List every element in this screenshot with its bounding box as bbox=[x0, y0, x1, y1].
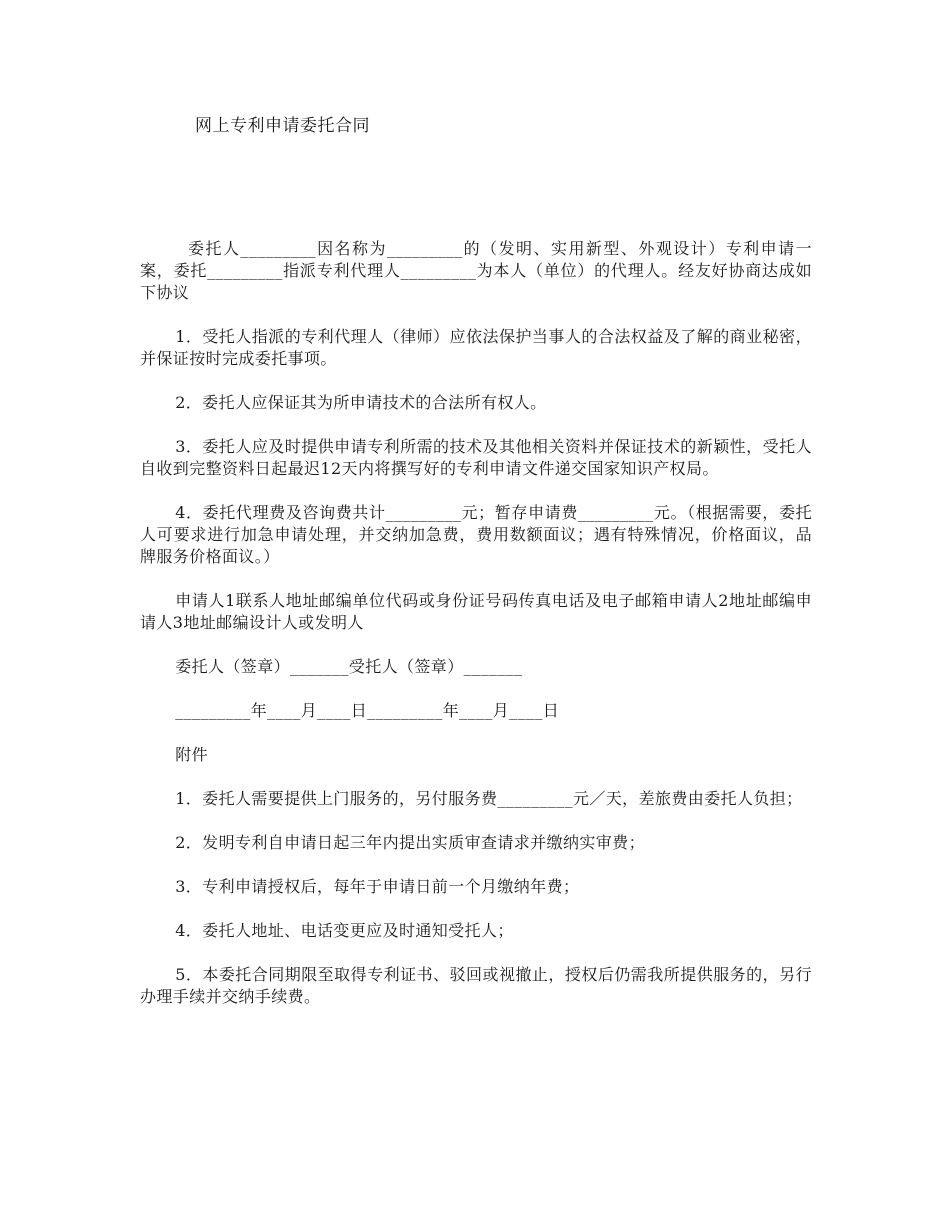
paragraph-appendix-5: 5．本委托合同期限至取得专利证书、驳回或视撤止，授权后仍需我所提供服务的，另行办理手续并交纳手续费。 bbox=[140, 965, 812, 1006]
paragraph-appendix-heading: 附件 bbox=[175, 745, 208, 764]
paragraph-clause-4: 4．委托代理费及咨询费共计_________元；暂存申请费_________元。（根据需要，委托人可要求进行加急申请处理，并交纳加急费，费用数额面议；遇有特殊情况，价格面议，品牌服务价格面议。） bbox=[140, 503, 812, 566]
paragraph-appendix-2: 2．发明专利自申请日起三年内提出实质审查请求并缴纳实审费； bbox=[175, 833, 645, 852]
paragraph-applicant-info: 申请人1联系人地址邮编单位代码或身份证号码传真电话及电子邮箱申请人2地址邮编申请人3地址邮编设计人或发明人 bbox=[140, 591, 812, 632]
document-body bbox=[140, 238, 812, 1030]
paragraph-appendix-1: 1．委托人需要提供上门服务的，另付服务费_________元／天，差旅费由委托人负担； bbox=[175, 789, 803, 808]
paragraph-clause-2: 2．委托人应保证其为所申请技术的合法所有权人。 bbox=[175, 393, 547, 412]
document-title: 网上专利申请委托合同 bbox=[195, 116, 370, 136]
paragraph-clause-3: 3．委托人应及时提供申请专利所需的技术及其他相关资料并保证技术的新颖性，受托人自收到完整资料日起最迟12天内将撰写好的专利申请文件递交国家知识产权局。 bbox=[140, 437, 812, 478]
paragraph-appendix-4: 4．委托人地址、电话变更应及时通知受托人； bbox=[175, 921, 514, 940]
paragraph-dates: _________年____月____日_________年____月____日 bbox=[175, 701, 560, 720]
paragraph-appendix-3: 3．专利申请授权后，每年于申请日前一个月缴纳年费； bbox=[175, 877, 580, 896]
paragraph-signatures: 委托人（签章）_______受托人（签章）_______ bbox=[175, 657, 523, 676]
paragraph-clause-1: 1．受托人指派的专利代理人（律师）应依法保护当事人的合法权益及了解的商业秘密，并保证按时完成委托事项。 bbox=[140, 327, 812, 368]
paragraph-intro: 委托人_________因名称为_________的（发明、实用新型、外观设计）专利申请一案，委托_________指派专利代理人_________为本人（单位）的代理人。经友好协商达成如下协议 bbox=[140, 239, 812, 302]
